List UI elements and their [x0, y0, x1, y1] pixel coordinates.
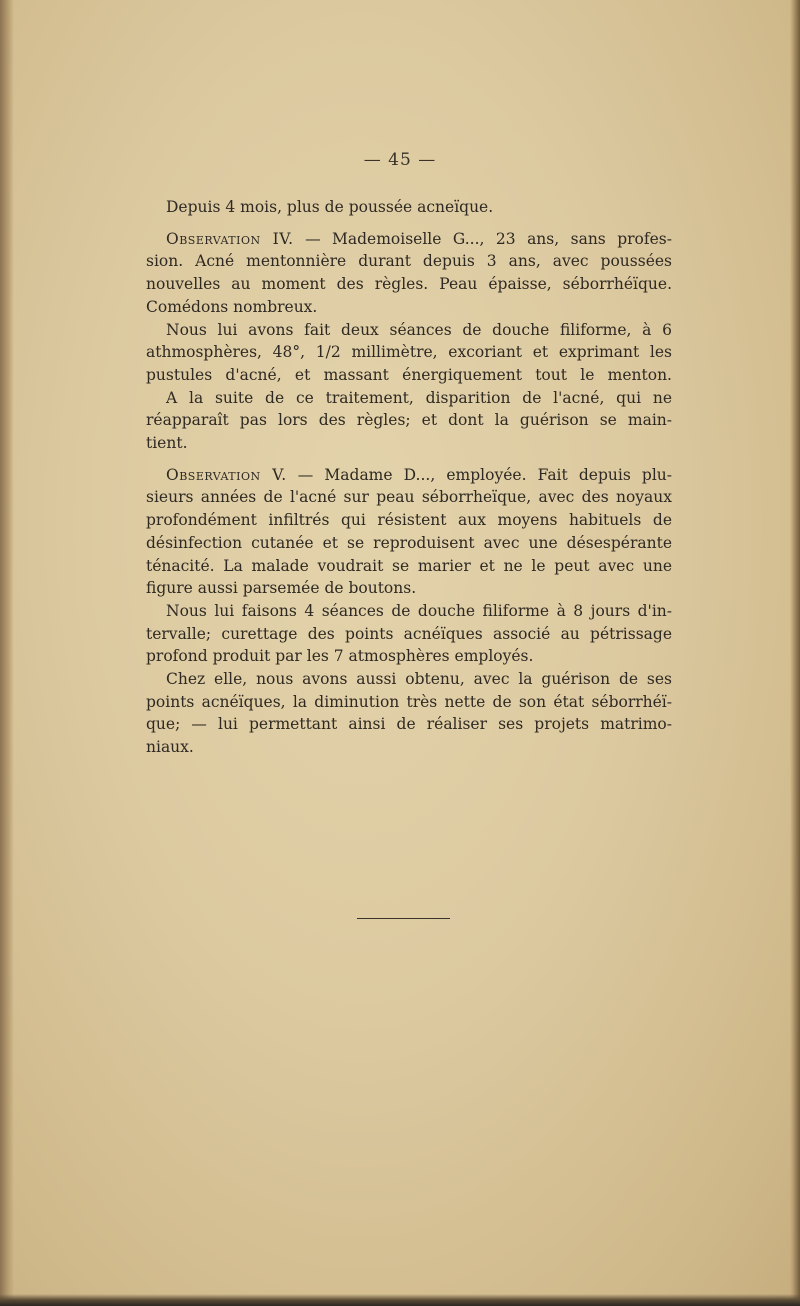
text-line-fragment: — Mademoiselle G..., 23 ans, sans profes-	[293, 229, 672, 248]
text-line: Depuis 4 mois, plus de poussée acneïque.	[166, 198, 494, 216]
text-line: figure aussi parsemée de boutons.	[146, 579, 417, 598]
text-line: que; — lui permettant ainsi de réaliser ses projets matrimo-	[146, 715, 672, 734]
text-line: profondément infiltrés qui résistent aux moyens habituels de	[146, 511, 672, 530]
page-right-edge	[790, 0, 800, 1306]
observation-iv-label: Observation IV.	[166, 229, 294, 248]
text-line: ténacité. La malade voudrait se marier et ne le peut avec une	[146, 556, 672, 575]
text-line: niaux.	[146, 738, 194, 757]
observation-v-label: Observation V.	[166, 465, 287, 484]
page-bottom-edge	[0, 1294, 800, 1306]
text-line: nouvelles au moment des règles. Peau épaisse, séborrhéïque.	[146, 275, 672, 294]
text-line: pustules d'acné, et massant énergiquement tout le menton.	[146, 365, 672, 384]
text-line: sieurs années de l'acné sur peau séborrheïque, avec des noyaux	[146, 488, 672, 507]
text-line: tervalle; curettage des points acnéïques associé au pétrissage	[146, 624, 672, 643]
closing-rule	[357, 918, 450, 919]
observation-v-line	[146, 464, 672, 487]
text-line: points acnéïques, la diminution très nette de son état séborrhéï-	[146, 692, 672, 711]
page-left-edge	[0, 0, 14, 1306]
text-line: désinfection cutanée et se reproduisent avec une désespérante	[146, 533, 672, 552]
text-line: A la suite de ce traitement, disparition de l'acné, qui ne	[166, 388, 672, 407]
text-line: athmosphères, 48°, 1/2 millimètre, excoriant et exprimant les	[146, 343, 672, 362]
text-line-fragment: — Madame D..., employée. Fait depuis plu-	[286, 465, 673, 484]
page-number: — 45 —	[363, 150, 437, 170]
text-line: sion. Acné mentonnière durant depuis 3 ans, avec poussées	[146, 252, 672, 271]
text-line: tient.	[146, 434, 188, 453]
text-line: profond produit par les 7 atmosphères employés.	[146, 647, 534, 666]
text-line: Comédons nombreux.	[146, 297, 318, 316]
body-text	[146, 196, 672, 759]
text-line: réapparaît pas lors des règles; et dont la guérison se main-	[146, 411, 672, 430]
text-line: Nous lui avons fait deux séances de douche filiforme, à 6	[166, 320, 672, 339]
text-line: Nous lui faisons 4 séances de douche filiforme à 8 jours d'in-	[166, 601, 672, 620]
observation-iv-line	[146, 228, 672, 251]
text-line: Chez elle, nous avons aussi obtenu, avec la guérison de ses	[166, 670, 672, 689]
